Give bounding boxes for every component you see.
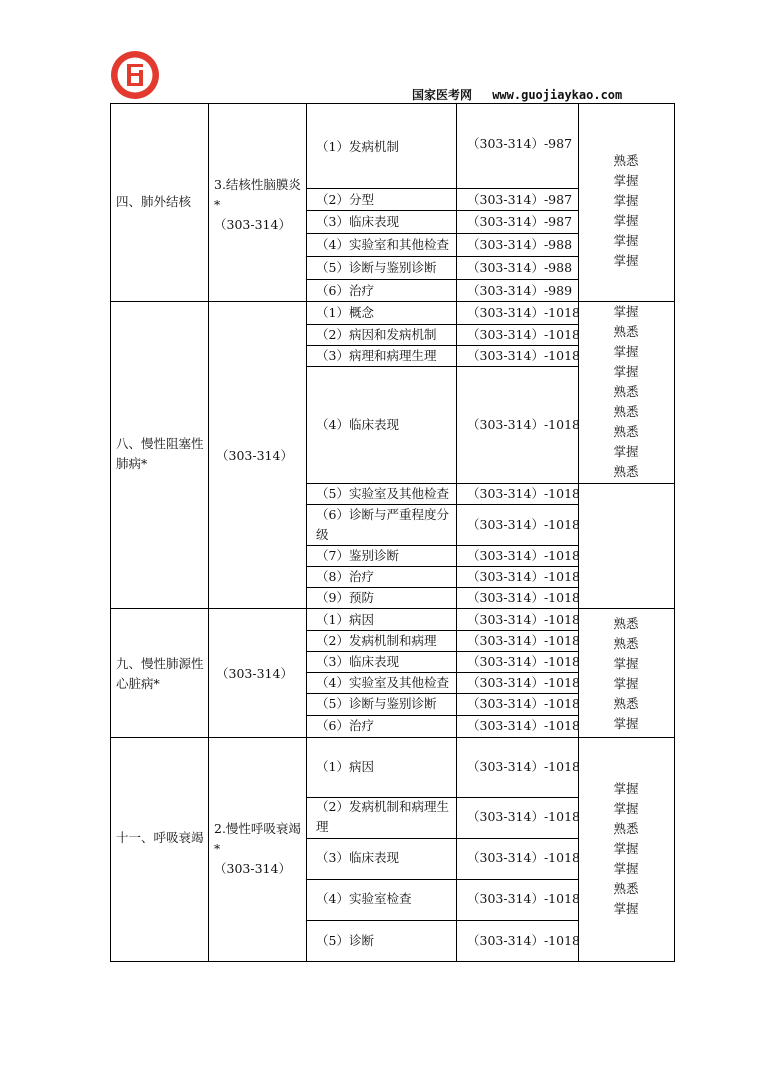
- mastery-level: 熟悉: [613, 636, 639, 651]
- mastery-level: 熟悉: [613, 404, 639, 419]
- item-label: （2）发病机制和病理生理: [316, 799, 449, 834]
- mastery-level: 熟悉: [613, 881, 639, 896]
- item-label: （6）治疗: [316, 718, 374, 733]
- mastery-level: 熟悉: [613, 821, 639, 836]
- item-ref: （303-314）-1018: [467, 850, 580, 865]
- item-label: （5）诊断: [316, 933, 374, 948]
- item-ref: （303-314）-1018: [467, 633, 580, 648]
- topic-label: （303-314）: [216, 448, 293, 463]
- mastery-level: 掌握: [613, 841, 639, 856]
- item-label: （7）鉴别诊断: [316, 548, 399, 563]
- item-label: （5）诊断与鉴别诊断: [316, 260, 437, 275]
- item-label: （5）诊断与鉴别诊断: [316, 696, 437, 711]
- mastery-level: 掌握: [613, 444, 639, 459]
- site-name: 国家医考网: [412, 88, 473, 102]
- mastery-column: [578, 614, 674, 734]
- item-ref: （303-314）-988: [467, 237, 573, 252]
- item-ref: （303-314）-1018: [467, 548, 580, 563]
- mastery-level: 掌握: [613, 173, 639, 188]
- mastery-level: 熟悉: [613, 324, 639, 339]
- mastery-level: 掌握: [613, 213, 639, 228]
- item-label: （1）概念: [316, 305, 374, 320]
- item-ref: （303-314）-1018: [467, 305, 580, 320]
- item-label: （1）病因: [316, 612, 374, 627]
- site-logo: [110, 50, 160, 100]
- item-label: （3）临床表现: [316, 214, 399, 229]
- item-ref: （303-314）-1018: [467, 327, 580, 342]
- item-ref: （303-314）-1018: [467, 486, 580, 501]
- item-ref: （303-314）-1018: [467, 348, 580, 363]
- syllabus-table: [110, 103, 675, 962]
- item-ref: （303-314）-987: [467, 214, 573, 229]
- item-ref: （303-314）-1018: [467, 696, 580, 711]
- mastery-level: 熟悉: [613, 464, 639, 479]
- item-label: （4）实验室检查: [316, 891, 412, 906]
- item-ref: （303-314）-1018: [467, 517, 580, 532]
- item-ref: （303-314）-1018: [467, 718, 580, 733]
- topic-label: （303-314）: [216, 666, 293, 681]
- item-label: （1）病因: [316, 759, 374, 774]
- item-ref: （303-314）-1018: [467, 590, 580, 605]
- mastery-level: 熟悉: [613, 153, 639, 168]
- item-label: （8）治疗: [316, 569, 374, 584]
- item-ref: （303-314）-1018: [467, 675, 580, 690]
- mastery-level: 掌握: [613, 304, 639, 319]
- unit-label: 九、慢性肺源性心脏病*: [116, 656, 204, 691]
- unit-label: 八、慢性阻塞性肺病*: [116, 436, 204, 471]
- item-label: （6）诊断与严重程度分级: [316, 507, 449, 542]
- item-label: （3）临床表现: [316, 654, 399, 669]
- item-ref: （303-314）-1018: [467, 417, 580, 432]
- mastery-column: [578, 302, 674, 482]
- item-label: （5）实验室及其他检查: [316, 486, 449, 501]
- mastery-level: 掌握: [613, 193, 639, 208]
- item-ref: （303-314）-1018: [467, 933, 580, 948]
- mastery-level: 掌握: [613, 781, 639, 796]
- item-label: （2）发病机制和病理: [316, 633, 437, 648]
- item-ref: （303-314）-987: [467, 192, 573, 207]
- site-header: [412, 86, 622, 103]
- item-ref: （303-314）-1018: [467, 612, 580, 627]
- mastery-level: 熟悉: [613, 696, 639, 711]
- item-label: （2）病因和发病机制: [316, 327, 437, 342]
- item-label: （3）临床表现: [316, 850, 399, 865]
- item-label: （4）临床表现: [316, 417, 399, 432]
- mastery-level: 掌握: [613, 861, 639, 876]
- item-label: （2）分型: [316, 192, 374, 207]
- item-ref: （303-314）-1018: [467, 809, 580, 824]
- mastery-level: 掌握: [613, 801, 639, 816]
- topic-label: 2.慢性呼吸衰竭* （303-314）: [214, 821, 301, 876]
- item-label: （1）发病机制: [316, 139, 399, 154]
- mastery-level: 掌握: [613, 233, 639, 248]
- mastery-level: 掌握: [613, 344, 639, 359]
- site-url[interactable]: www.guojiaykao.com: [492, 88, 623, 102]
- topic-label: 3.结核性脑膜炎* （303-314）: [214, 177, 301, 232]
- mastery-column: [578, 151, 674, 271]
- item-label: （3）病理和病理生理: [316, 348, 437, 363]
- mastery-level: 掌握: [613, 716, 639, 731]
- mastery-level: 熟悉: [613, 424, 639, 439]
- mastery-level: 掌握: [613, 676, 639, 691]
- item-ref: （303-314）-1018: [467, 759, 580, 774]
- mastery-level: 掌握: [613, 253, 639, 268]
- item-ref: （303-314）-988: [467, 260, 573, 275]
- mastery-level: 熟悉: [613, 616, 639, 631]
- mastery-column: [578, 779, 674, 919]
- mastery-level: 掌握: [613, 364, 639, 379]
- item-label: （4）实验室和其他检查: [316, 237, 449, 252]
- item-ref: （303-314）-987: [467, 136, 573, 151]
- item-label: （6）治疗: [316, 283, 374, 298]
- mastery-level: 熟悉: [613, 384, 639, 399]
- mastery-level: 掌握: [613, 901, 639, 916]
- item-ref: （303-314）-1018: [467, 569, 580, 584]
- item-ref: （303-314）-1018: [467, 654, 580, 669]
- unit-label: 十一、呼吸衰竭: [116, 830, 204, 845]
- mastery-level: 掌握: [613, 656, 639, 671]
- item-ref: （303-314）-1018: [467, 891, 580, 906]
- item-ref: （303-314）-989: [467, 283, 573, 298]
- item-label: （9）预防: [316, 590, 374, 605]
- item-label: （4）实验室及其他检查: [316, 675, 449, 690]
- unit-label: 四、肺外结核: [116, 194, 192, 209]
